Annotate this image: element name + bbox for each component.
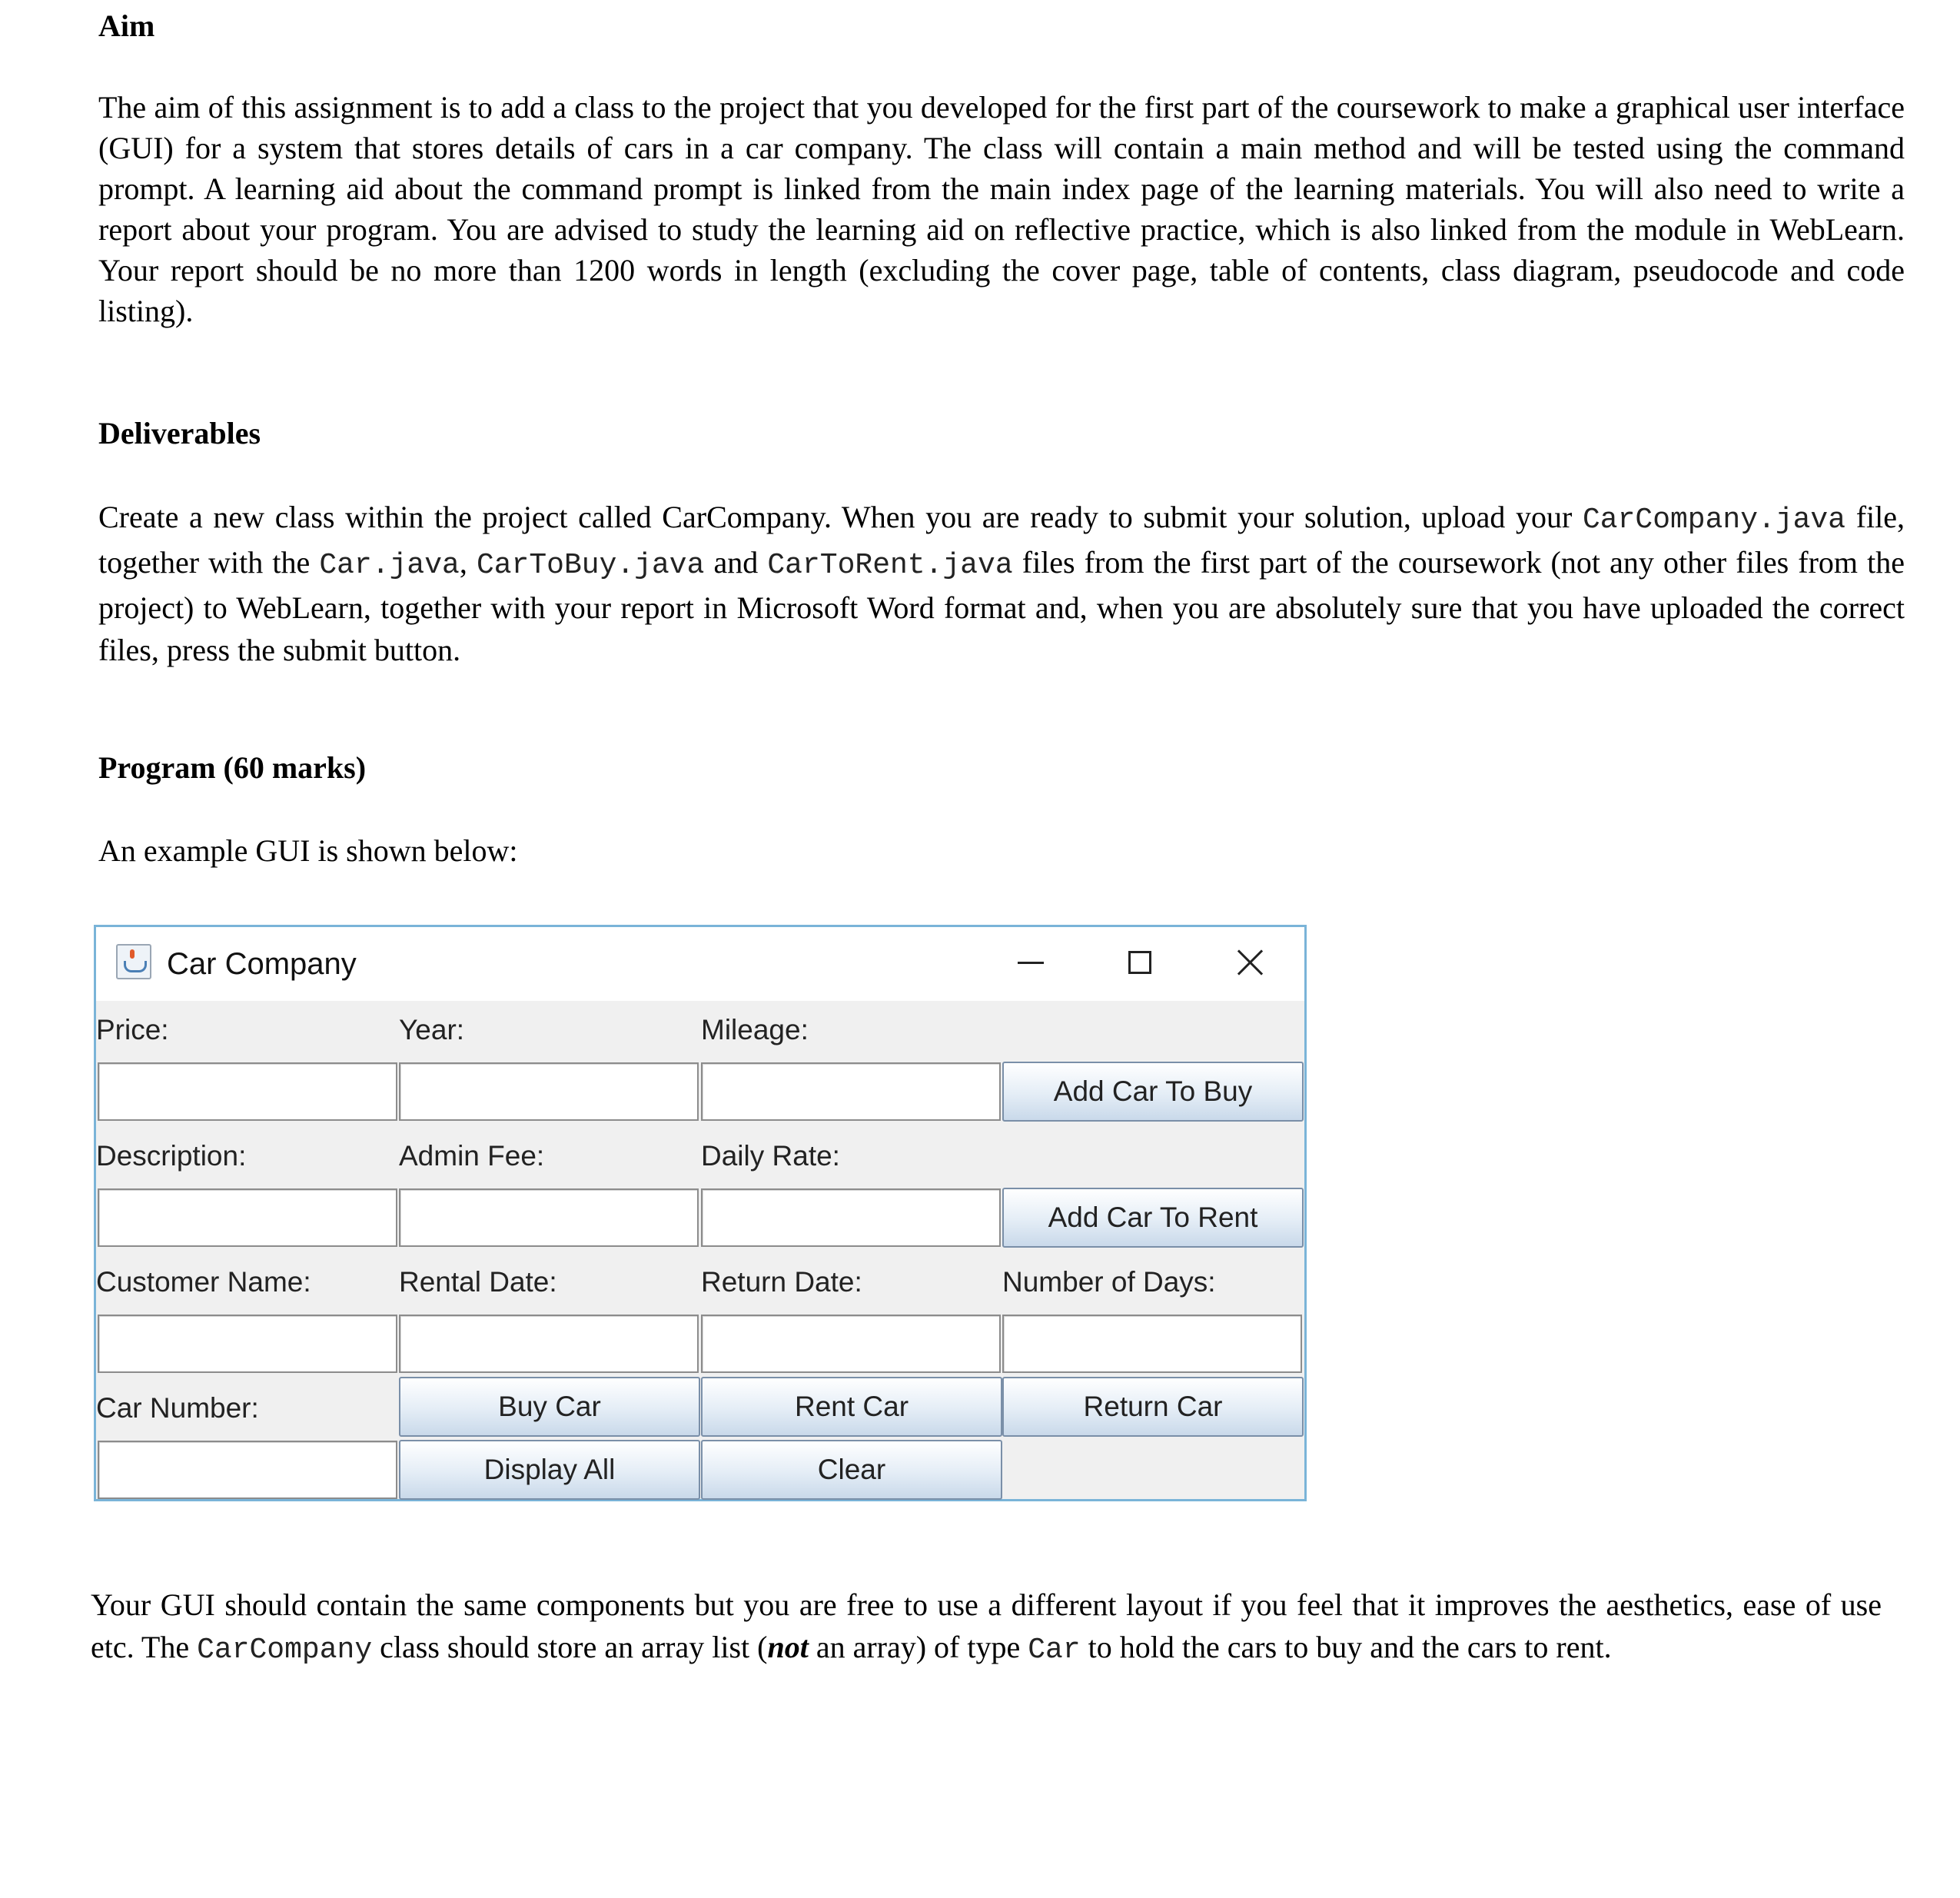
java-app-icon	[116, 944, 151, 979]
return-date-input[interactable]	[701, 1315, 1001, 1373]
description-input[interactable]	[98, 1188, 397, 1247]
deliverables-paragraph	[98, 496, 1905, 671]
display-all-button[interactable]: Display All	[399, 1440, 700, 1500]
closing-paragraph	[91, 1584, 1882, 1671]
title-bar	[96, 927, 1304, 1001]
car-number-label: Car Number:	[96, 1392, 259, 1424]
add-car-to-rent-button[interactable]: Add Car To Rent	[1002, 1188, 1304, 1248]
window-title: Car Company	[167, 947, 357, 981]
admin-fee-input[interactable]	[399, 1188, 699, 1247]
daily-rate-label: Daily Rate:	[701, 1140, 840, 1172]
deliverables-text-2: file, together with the	[98, 500, 1905, 580]
code-carcompany-java: CarCompany.java	[1582, 504, 1846, 537]
deliverables-text-1: Create a new class within the project called CarCompany. When you are ready to submit your solution, upload your	[98, 500, 1573, 534]
code-car: Car	[1028, 1634, 1081, 1667]
program-heading: Program (60 marks)	[98, 750, 367, 785]
year-label: Year:	[399, 1014, 465, 1045]
close-icon[interactable]	[1220, 938, 1281, 987]
mileage-input[interactable]	[701, 1062, 1001, 1121]
deliverables-text-3: ,	[459, 545, 477, 580]
deliverables-text-4: and	[704, 545, 768, 580]
code-carcompany: CarCompany	[197, 1634, 373, 1667]
closing-text-3: an array) of type	[808, 1630, 1028, 1664]
car-number-input[interactable]	[98, 1441, 397, 1499]
minimize-icon[interactable]	[1000, 938, 1061, 987]
closing-text-2: class should store an array list (	[372, 1630, 768, 1664]
rental-date-label: Rental Date:	[399, 1266, 557, 1298]
clear-button[interactable]: Clear	[701, 1440, 1002, 1500]
daily-rate-input[interactable]	[701, 1188, 1001, 1247]
return-date-label: Return Date:	[701, 1266, 862, 1298]
program-intro: An example GUI is shown below:	[98, 833, 518, 868]
closing-text-4: to hold the cars to buy and the cars to rent.	[1080, 1630, 1612, 1664]
code-cartorent-java: CarToRent.java	[767, 549, 1013, 582]
customer-name-label: Customer Name:	[96, 1266, 311, 1298]
number-of-days-input[interactable]	[1002, 1315, 1302, 1373]
deliverables-text-5: files from the first part of the coursework (not any other files from the project) to WebLearn, together with your report in Microsoft Word format and, when you are absolutely sure that you have uploaded the correct files, press the submit button.	[98, 545, 1905, 667]
buy-car-button[interactable]: Buy Car	[399, 1377, 700, 1437]
car-company-window	[94, 925, 1307, 1501]
customer-name-input[interactable]	[98, 1315, 397, 1373]
price-input[interactable]	[98, 1062, 397, 1121]
closing-text-1: Your GUI should contain the same components but you are free to use a different layout if you feel that it improves the aesthetics, ease of use etc. The	[91, 1587, 1882, 1664]
maximize-icon[interactable]	[1109, 938, 1171, 987]
description-label: Description:	[96, 1140, 247, 1172]
add-car-to-buy-button[interactable]: Add Car To Buy	[1002, 1062, 1304, 1122]
emphasis-not: not	[767, 1630, 809, 1664]
aim-heading: Aim	[98, 8, 155, 43]
price-label: Price:	[96, 1014, 169, 1045]
year-input[interactable]	[399, 1062, 699, 1121]
return-car-button[interactable]: Return Car	[1002, 1377, 1304, 1437]
admin-fee-label: Admin Fee:	[399, 1140, 545, 1172]
aim-paragraph: The aim of this assignment is to add a class to the project that you developed for the first part of the coursework to make a graphical user interface (GUI) for a system that stores details of cars in a car company. The class will contain a main method and will be tested using the command prompt. A learning aid about the command prompt is linked from the main index page of the learning materials. You will also need to write a report about your program. You are advised to study the learning aid on reflective practice, which is also linked from the module in WebLearn. Your report should be no more than 1200 words in length (excluding the cover page, table of contents, class diagram, pseudocode and code listing).	[98, 90, 1905, 328]
rent-car-button[interactable]: Rent Car	[701, 1377, 1002, 1437]
code-cartobuy-java: CarToBuy.java	[476, 549, 705, 582]
deliverables-heading: Deliverables	[98, 416, 261, 450]
rental-date-input[interactable]	[399, 1315, 699, 1373]
mileage-label: Mileage:	[701, 1014, 809, 1045]
code-car-java: Car.java	[319, 549, 460, 582]
number-of-days-label: Number of Days:	[1002, 1266, 1216, 1298]
